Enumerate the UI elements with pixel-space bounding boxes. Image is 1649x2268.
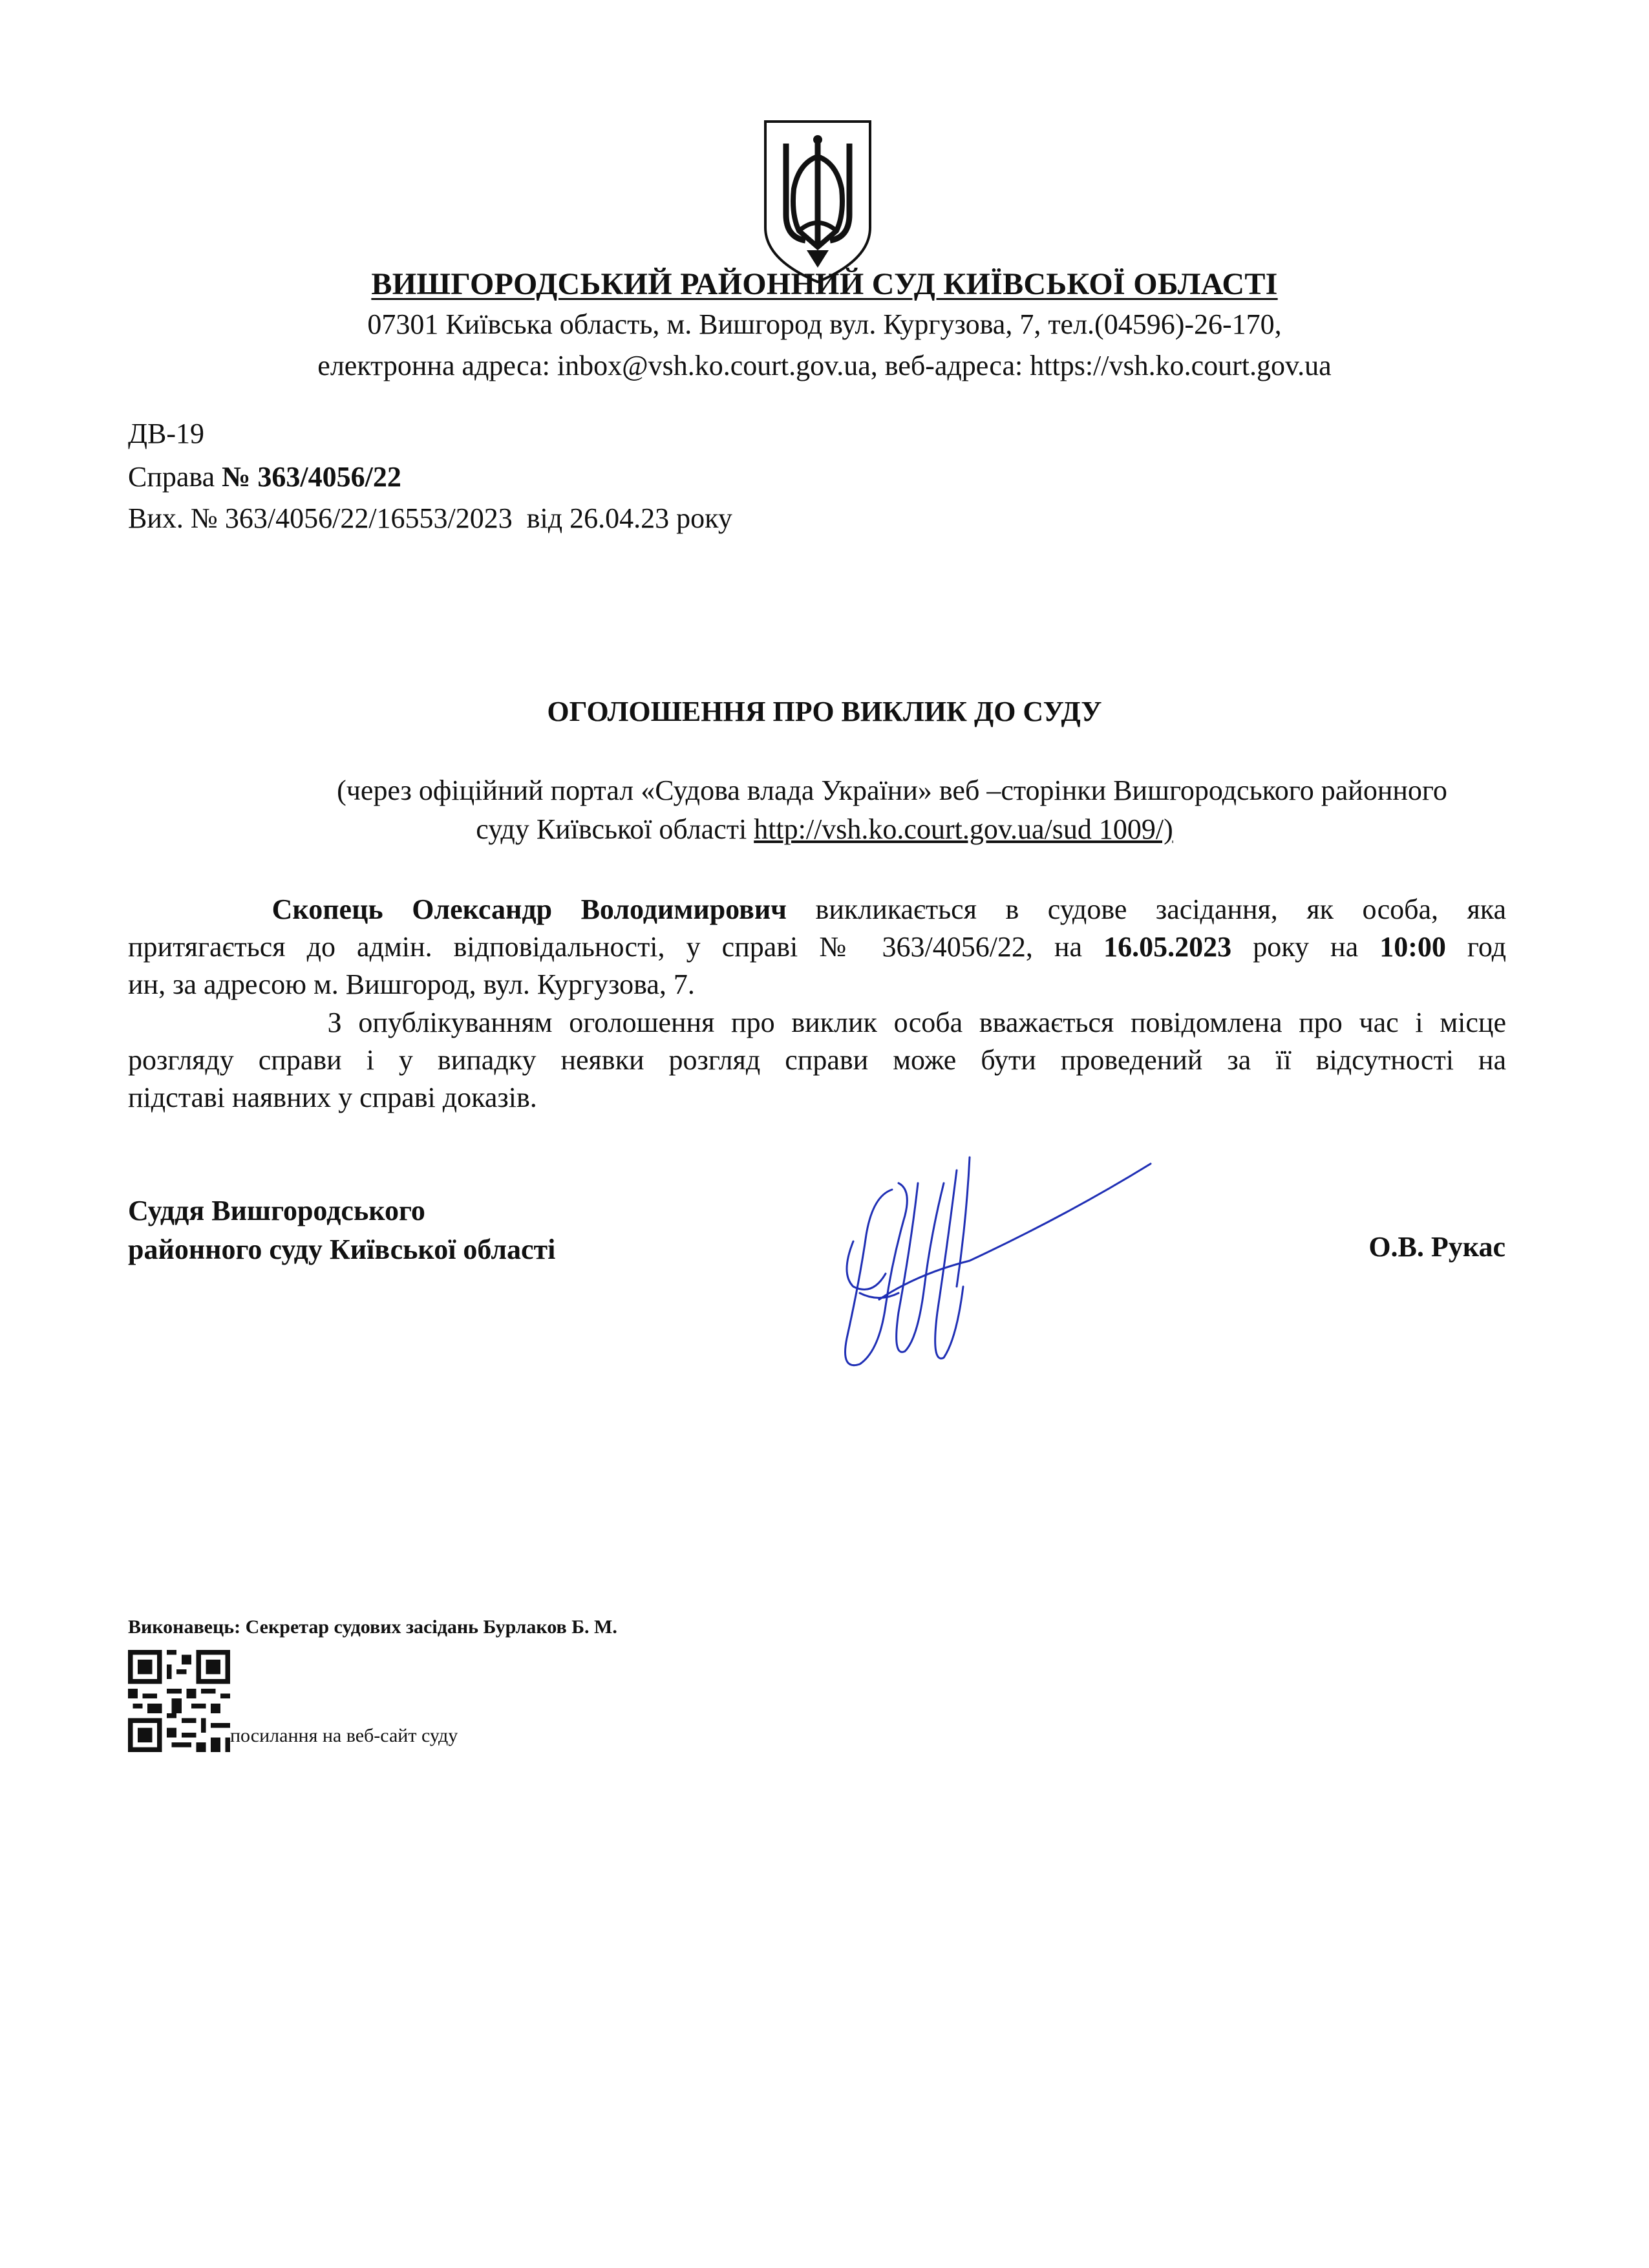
- hearing-time: 10:00: [1379, 931, 1446, 963]
- case-number: № 363/4056/22: [222, 461, 401, 493]
- handwritten-signature: [821, 1144, 1157, 1390]
- consequence-line: розгляду справи і у випадку неявки розгляд справи може бути проведений за її відсутності на: [128, 1044, 1506, 1076]
- outgoing-number: Вих. № 363/4056/22/16553/2023 від 26.04.23 року: [128, 502, 732, 534]
- notice-subtitle: (через офіційний портал «Судова влада України» веб –сторінки Вишгородського районного: [337, 775, 1447, 806]
- judge-name: О.В. Рукас: [1368, 1231, 1505, 1263]
- summons-paragraph: [128, 891, 1506, 1003]
- consequence-line: підставі наявних у справі доказів.: [128, 1082, 537, 1113]
- executor-line: Виконавець: Секретар судових засідань Бурлаков Б. М.: [128, 1616, 617, 1638]
- notice-subtitle-cont: [0, 813, 1649, 846]
- summons-line: притягається до адмін. відповідальності, у справі № 363/4056/22, на 16.05.2023 року на 10:00 год: [128, 931, 1506, 963]
- court-address: 07301 Київська область, м. Вишгород вул. Кургузова, 7, тел.(04596)-26-170,: [367, 308, 1282, 340]
- case-label: Справа: [128, 461, 222, 493]
- summoned-person: Скопець Олександр Володимирович: [271, 893, 787, 925]
- portal-link[interactable]: http://vsh.ko.court.gov.ua/sud 1009/): [754, 813, 1173, 845]
- subtitle-prefix: суду Київської області: [476, 813, 754, 845]
- coat-of-arms-icon: [760, 118, 875, 286]
- consequence-line: З опублікуванням оголошення про виклик особа вважається повідомлена про час і місце: [327, 1007, 1507, 1038]
- notice-consequence-paragraph: [128, 1004, 1506, 1117]
- court-contacts: електронна адреса: inbox@vsh.ko.court.gov.ua, веб-адреса: https://vsh.ko.court.gov.ua: [317, 350, 1332, 381]
- summons-line: Скопець Олександр Володимирович викликається в судове засідання, як особа, яка: [271, 893, 1507, 925]
- qr-caption: посилання на веб-сайт суду: [230, 1725, 458, 1746]
- judge-title: Суддя Вишгородського районного суду Київської області: [128, 1195, 556, 1265]
- case-reference: [128, 460, 401, 493]
- court-name: ВИШГОРОДСЬКИЙ РАЙОННИЙ СУД КИЇВСЬКОЇ ОБЛАСТІ: [371, 267, 1278, 301]
- hearing-date: 16.05.2023: [1103, 931, 1232, 963]
- qr-code-icon[interactable]: [128, 1650, 230, 1752]
- form-code: ДВ-19: [128, 418, 205, 449]
- summons-line: ин, за адресою м. Вишгород, вул. Кургузова, 7.: [128, 968, 695, 1000]
- notice-title: ОГОЛОШЕННЯ ПРО ВИКЛИК ДО СУДУ: [547, 696, 1102, 727]
